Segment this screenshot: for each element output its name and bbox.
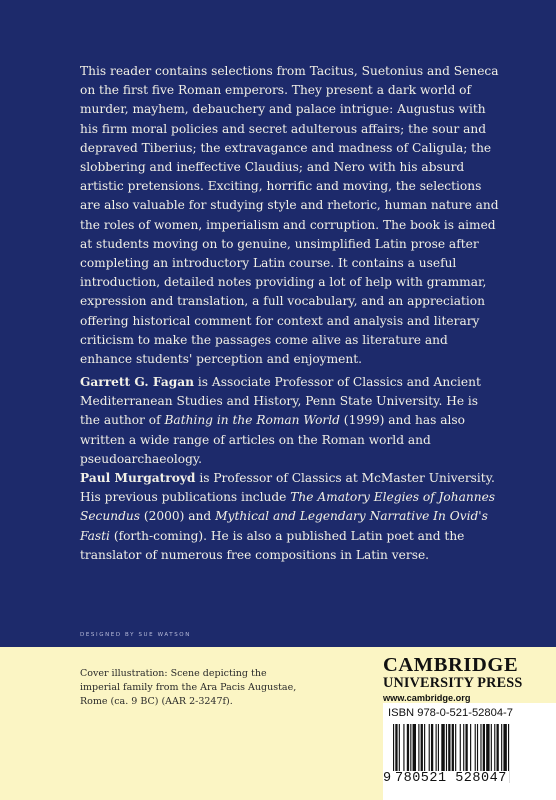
cover-illustration-caption: Cover illustration: Scene depicting the imperial family from the Ara Pacis Augustae, Rome (ca. 9 BC) (AAR 2-3247f).: [80, 668, 297, 707]
bio-text: is Professor of Classics at McMaster University. His previous publications include: [80, 471, 495, 505]
isbn-label: ISBN 978-0-521-52804-7: [388, 707, 514, 719]
book-description: This reader contains selections from Tacitus, Suetonius and Seneca on the first five Roman emperors. They present a dark world of murder, mayhem, debauchery and palace intrigue: Augustus with his firm moral policies and secret adulterous affairs; the sour and depraved Tiberius; the extravagance and madness of Caligula; the slobbering and ineffective Claudius; and Nero with his absurd artistic pretensions. Exciting, horrific and moving, the selections are also valuable for studying style and rhetoric, human nature and the roles of women, imperialism and corruption. The book is aimed at students moving on to genuine, unsimplified Latin prose after completing an introductory Latin course. It contains a useful introduction, detailed notes providing a lot of help with grammar, expression and translation, a full vocabulary, and an appreciation offering historical comment for context and analysis and literary criticism to make the passages come alive as literature and enhance students' perception and enjoyment.: [80, 64, 499, 367]
bio-text: is Associate Professor of Classics and Ancient Mediterranean Studies and History, Penn State University. He is the author of: [80, 375, 481, 428]
barcode-panel: [383, 703, 556, 800]
book-title: Bathing in the Roman World: [164, 413, 340, 428]
bio-text: (forth-coming). He is also a published Latin poet and the translator of numerous free compositions in Latin verse.: [80, 528, 465, 562]
publisher-logo: [383, 655, 523, 705]
author-bio-fagan: [80, 373, 500, 469]
barcode-first-digit: 9: [383, 771, 392, 786]
barcode-number: [383, 771, 509, 786]
author-name: Paul Murgatroyd: [80, 471, 196, 485]
bio-text: (1999) and has also written a wide range of articles on the Roman world and pseudoarchaeology.: [80, 413, 466, 466]
publisher-url: www.cambridge.org: [383, 693, 471, 703]
author-name: Garrett G. Fagan: [80, 375, 195, 389]
author-bio-murgatroyd: [80, 469, 500, 565]
publisher-name-line1: CAMBRIDGE: [383, 654, 519, 676]
designer-credit: DESIGNED BY SUE WATSON: [80, 632, 191, 638]
book-title: Mythical and Legendary Narrative In Ovid's Fasti: [80, 509, 488, 543]
book-title: The Amatory Elegies of Johannes Secundus: [80, 490, 496, 524]
bio-text: (2000) and: [140, 509, 216, 524]
publisher-strip: [0, 647, 556, 800]
publisher-name-line2: UNIVERSITY PRESS: [383, 675, 523, 691]
barcode-digits: 780521 528047: [395, 771, 507, 786]
